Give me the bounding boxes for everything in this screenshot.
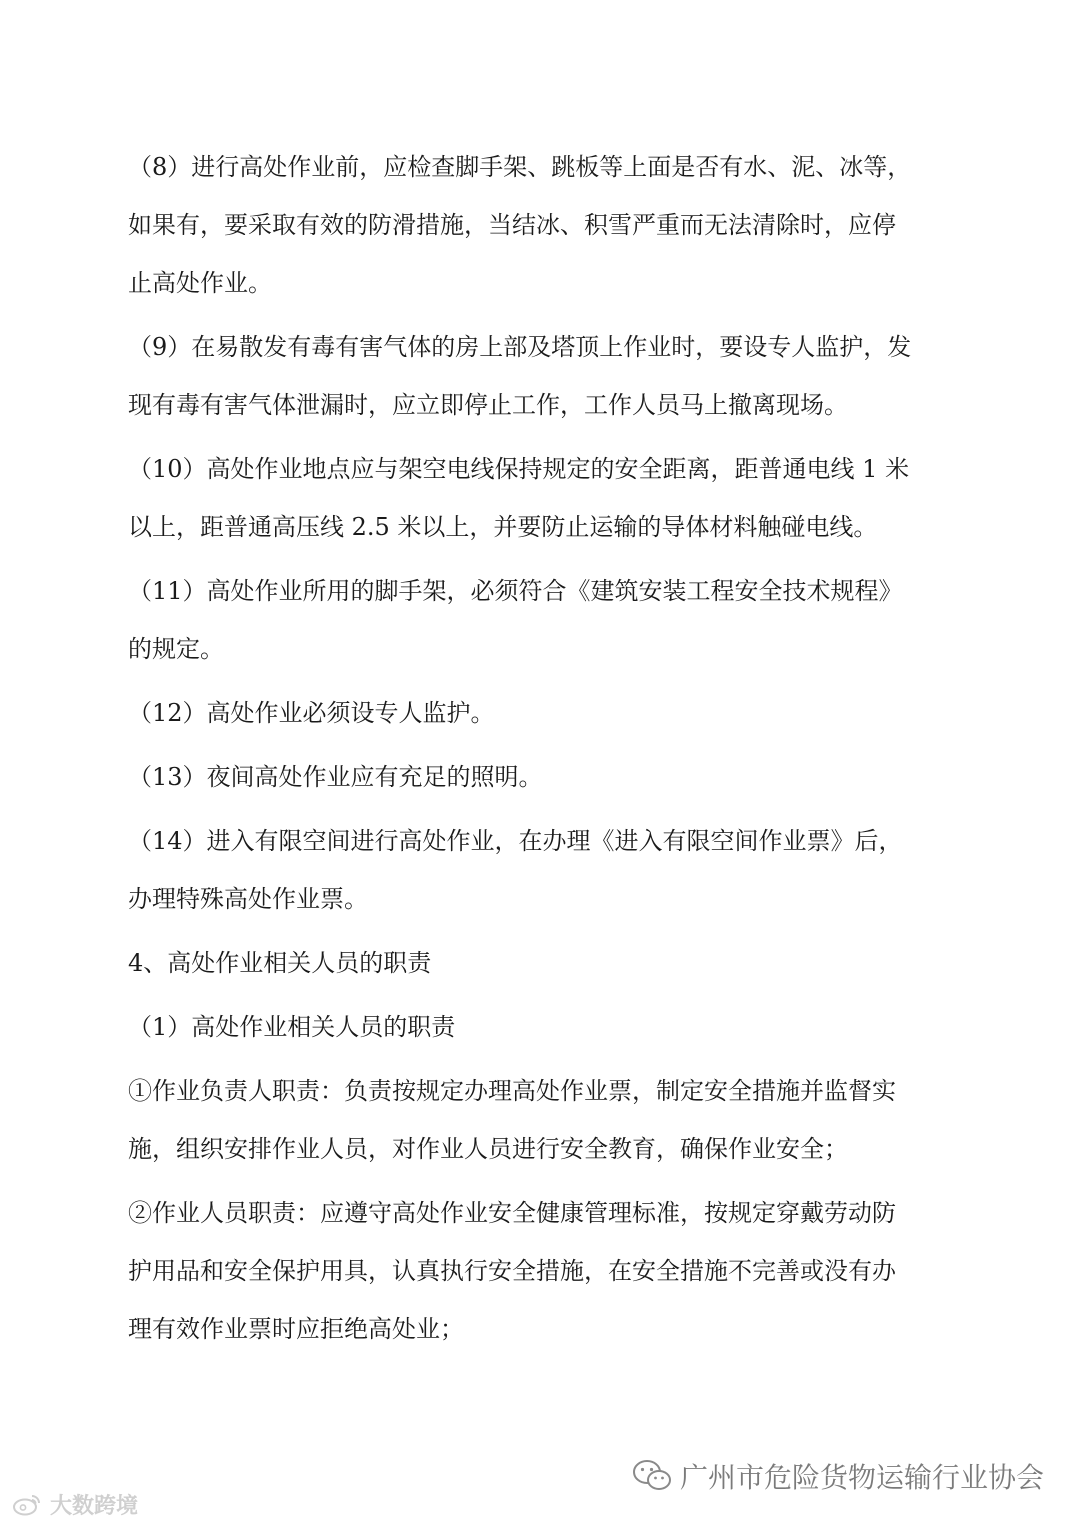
text-line: 施，组织安排作业人员，对作业人员进行安全教育，确保作业安全； (128, 1135, 848, 1163)
paragraph-item-12 (128, 684, 960, 742)
text-line: 理有效作业票时应拒绝高处业； (128, 1315, 464, 1343)
account-watermark (632, 1452, 1044, 1500)
paragraph-item-8 (128, 138, 960, 312)
text-line: ②作业人员职责：应遵守高处作业安全健康管理标准，按规定穿戴劳动防 (128, 1199, 896, 1227)
paragraph-item-10 (128, 440, 960, 556)
text-line: 以上，距普通高压线 2.5 米以上，并要防止运输的导体材料触碰电线。 (128, 513, 878, 541)
text-line: （1）高处作业相关人员的职责 (128, 1013, 456, 1041)
text-line: 现有毒有害气体泄漏时，应立即停止工作，工作人员马上撤离现场。 (128, 391, 848, 419)
text-line: （9）在易散发有毒有害气体的房上部及塔顶上作业时，要设专人监护，发 (128, 333, 912, 361)
paragraph-item-9 (128, 318, 960, 434)
text-line: （8）进行高处作业前，应检查脚手架、跳板等上面是否有水、泥、冰等， (128, 153, 912, 181)
text-line: 护用品和安全保护用具，认真执行安全措施，在安全措施不完善或没有办 (128, 1257, 896, 1285)
source-watermark (12, 1488, 138, 1520)
weibo-icon (12, 1492, 42, 1516)
responsibility-item-1 (128, 1062, 960, 1178)
responsibility-item-2 (128, 1184, 960, 1358)
subsection-heading-1 (128, 998, 960, 1056)
text-line: ①作业负责人职责：负责按规定办理高处作业票，制定安全措施并监督实 (128, 1077, 896, 1105)
text-line: （12）高处作业必须设专人监护。 (128, 699, 495, 727)
paragraph-item-13 (128, 748, 960, 806)
paragraph-item-11 (128, 562, 960, 678)
text-line: （10）高处作业地点应与架空电线保持规定的安全距离，距普通电线 1 米 (128, 455, 910, 483)
account-name: 广州市危险货物运输行业协会 (679, 1461, 1044, 1494)
text-line: 办理特殊高处作业票。 (128, 885, 368, 913)
text-line: 如果有，要采取有效的防滑措施，当结冰、积雪严重而无法清除时，应停 (128, 211, 896, 239)
paragraph-item-14 (128, 812, 960, 928)
text-line: （14）进入有限空间进行高处作业，在办理《进入有限空间作业票》后， (128, 827, 903, 855)
text-line: （13）夜间高处作业应有充足的照明。 (128, 763, 543, 791)
text-line: 止高处作业。 (128, 269, 272, 297)
wechat-icon (632, 1459, 672, 1493)
text-line: （11）高处作业所用的脚手架，必须符合《建筑安装工程安全技术规程》 (128, 577, 903, 605)
text-line: 的规定。 (128, 635, 224, 663)
section-heading-4 (128, 934, 960, 992)
source-name: 大数跨境 (50, 1493, 139, 1519)
text-line: 4、高处作业相关人员的职责 (128, 949, 432, 977)
document-body (128, 138, 960, 1358)
